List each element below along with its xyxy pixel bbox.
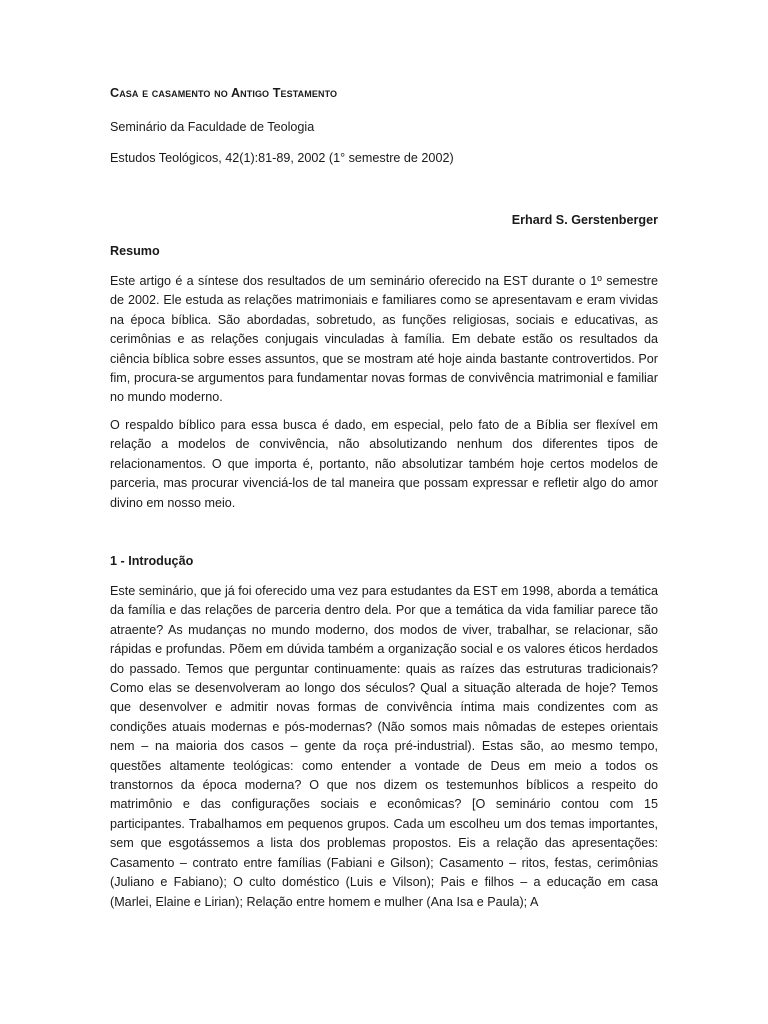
abstract-paragraph-2: O respaldo bíblico para essa busca é dado, em especial, pelo fato de a Bíblia ser flexível em relação a modelos de convivência, não absolutizando nenhum dos diferentes tipos de relacionamentos. O que importa é, portanto, não absolutizar também hoje certos modelos de parceria, mas procurar vivenciá-los de tal maneira que possam expressar e refletir algo do amor divino em nosso meio.: [110, 418, 658, 510]
citation-line: Estudos Teológicos, 42(1):81-89, 2002 (1° semestre de 2002): [110, 151, 454, 165]
institution-line: Seminário da Faculdade de Teologia: [110, 120, 315, 134]
author-name: Erhard S. Gerstenberger: [511, 213, 658, 227]
article-title: Casa e casamento no Antigo Testamento: [110, 86, 338, 100]
section-heading-introduction: 1 - Introdução: [110, 554, 194, 568]
abstract-heading: Resumo: [110, 244, 160, 258]
abstract-paragraph-1: Este artigo é a síntese dos resultados de um seminário oferecido na EST durante o 1º semestre de 2002. Ele estuda as relações matrimoniais e familiares como se apresentavam e eram vividas na época bíblica. São abordadas, sobretudo, as funções religiosas, sociais e educativas, as cerimônias e as relações conjugais vinculadas à família. Em debate estão os resultados da ciência bíblica sobre esses assuntos, que se mostram até hoje ainda bastante controvertidos. Por fim, procura-se argumentos para fundamentar novas formas de convivência matrimonial e familiar no mundo moderno.: [110, 274, 658, 405]
introduction-paragraph: Este seminário, que já foi oferecido uma vez para estudantes da EST em 1998, aborda a temática da família e das relações de parceria dentro dela. Por que a temática da vida familiar parece tão atraente? As mudanças no mundo moderno, dos modos de viver, trabalhar, se relacionar, são rápidas e profundas. Põem em dúvida também a organização social e os valores éticos herdados do passado. Temos que perguntar continuamente: quais as raízes das estruturas tradicionais? Como elas se desenvolveram ao longo dos séculos? Qual a situação alterada de hoje? Temos que desenvolver e admitir novas formas de convivência íntima mais condizentes com as condições atuais modernas e pós-modernas? (Não somos mais nômadas de estepes orientais nem – na maioria dos casos – gente da roça pré-industrial). Estas são, ao mesmo tempo, questões altamente teológicas: como entender a vontade de Deus em meio a todos os transtornos da época moderna? O que nos dizem os testemunhos bíblicos a respeito do matrimônio e das configurações sociais e econômicas? [O seminário contou com 15 participantes. Trabalhamos em pequenos grupos. Cada um escolheu um dos temas importantes, sem que esgotássemos a lista dos problemas propostos. Eis a relação das apresentações: Casamento – contrato entre famílias (Fabiani e Gilson); Casamento – ritos, festas, cerimônias (Juliano e Fabiano); O culto doméstico (Luis e Vilson); Pais e filhos – a educação em casa (Marlei, Elaine e Lirian); Relação entre homem e mulher (Ana Isa e Paula); A: [110, 584, 658, 909]
